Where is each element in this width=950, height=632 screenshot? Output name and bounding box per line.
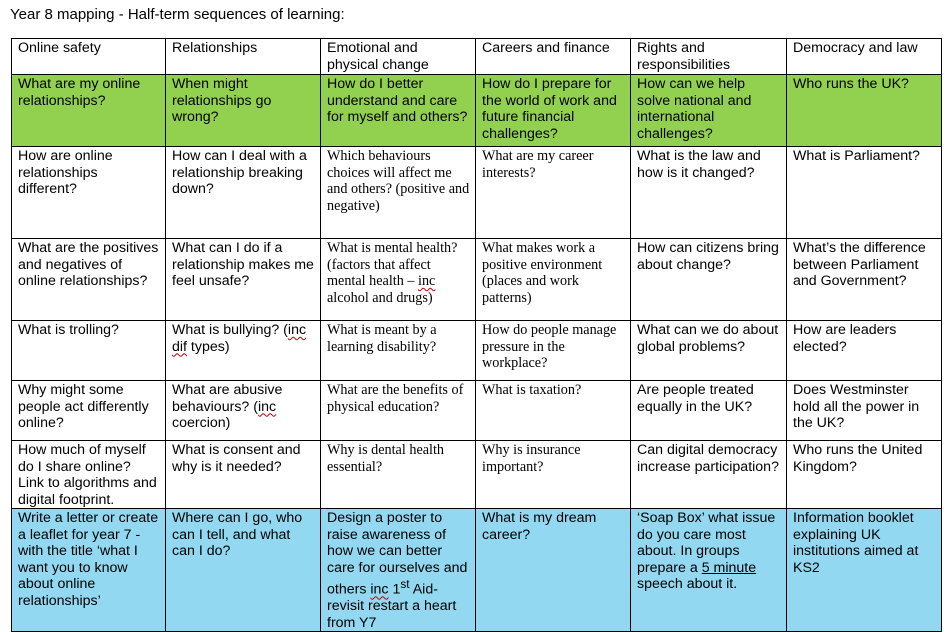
- table-row: [12, 321, 942, 381]
- header-row: [12, 39, 942, 75]
- table-cell: Why is dental health essential?: [321, 441, 476, 509]
- table-cell: How much of myself do I share online? Link to algorithms and digital footprint.: [12, 441, 166, 509]
- table-cell: What is trolling?: [12, 321, 166, 381]
- cell-text: 1: [392, 581, 401, 598]
- table-cell: Are people treated equally in the UK?: [631, 381, 787, 441]
- table-row: [12, 381, 942, 441]
- table-cell: What can I do if a relationship makes me feel unsafe?: [166, 239, 321, 321]
- table-cell: [166, 321, 321, 381]
- header-emotional-physical: Emotional and physical change: [321, 39, 476, 75]
- cell-text: Design a poster to raise awareness of how we can better care for ourselves and others: [327, 510, 468, 598]
- activity-cell: [321, 509, 476, 632]
- cell-text: alcohol and drugs): [327, 289, 433, 306]
- table-cell: How are leaders elected?: [787, 321, 942, 381]
- table-cell: Can digital democracy increase participation?: [631, 441, 787, 509]
- header-rights-responsibilities: Rights and responsibilities: [631, 39, 787, 75]
- table-cell: What is consent and why is it needed?: [166, 441, 321, 509]
- table-cell: What can we do about global problems?: [631, 321, 787, 381]
- table-cell: What is taxation?: [476, 381, 631, 441]
- table-row: [12, 147, 942, 239]
- header-online-safety: Online safety: [12, 39, 166, 75]
- table-cell: [166, 381, 321, 441]
- activity-cell: [631, 509, 787, 632]
- spelling-flag: inc: [418, 273, 436, 289]
- page-title: Year 8 mapping - Half-term sequences of learning:: [10, 6, 345, 23]
- table-cell: What is Parliament?: [787, 147, 942, 239]
- underlined-text: 5 minute: [701, 559, 757, 576]
- table-cell: What are the benefits of physical education?: [321, 381, 476, 441]
- table-cell: What are the positives and negatives of online relationships?: [12, 239, 166, 321]
- table-cell: [321, 239, 476, 321]
- key-question-cell: How can we help solve national and international challenges?: [631, 75, 787, 147]
- table-row: [12, 441, 942, 509]
- key-question-cell: Who runs the UK?: [787, 75, 942, 147]
- activity-cell: Write a letter or create a leaflet for year 7 - with the title ‘what I want you to know about online relationships’: [12, 509, 166, 632]
- activity-cell: Where can I go, who can I tell, and what can I do?: [166, 509, 321, 632]
- table-cell: Why is insurance important?: [476, 441, 631, 509]
- table-cell: What makes work a positive environment (places and work patterns): [476, 239, 631, 321]
- header-relationships: Relationships: [166, 39, 321, 75]
- cell-text: What is mental health? (factors that affect mental health –: [327, 240, 458, 289]
- learning-sequence-table: [11, 38, 942, 632]
- table-cell: What is meant by a learning disability?: [321, 321, 476, 381]
- cell-text: types): [186, 338, 230, 355]
- cell-text: speech about it.: [637, 576, 738, 592]
- table-cell: Which behaviours choices will affect me and others? (positive and negative): [321, 147, 476, 239]
- key-question-cell: How do I prepare for the world of work and future financial challenges?: [476, 75, 631, 147]
- key-question-row: [12, 75, 942, 147]
- cell-text: coercion): [172, 415, 231, 431]
- ordinal-suffix: st: [400, 577, 410, 591]
- key-question-cell: How do I better understand and care for myself and others?: [321, 75, 476, 147]
- activity-cell: Information booklet explaining UK institutions aimed at KS2: [787, 509, 942, 632]
- spelling-flag: dif: [172, 338, 187, 355]
- table-cell: Why might some people act differently online?: [12, 381, 166, 441]
- header-careers-finance: Careers and finance: [476, 39, 631, 75]
- key-question-cell: When might relationships go wrong?: [166, 75, 321, 147]
- key-question-cell: What are my online relationships?: [12, 75, 166, 147]
- spelling-flag: inc: [287, 322, 307, 338]
- activity-row: [12, 509, 942, 632]
- table-cell: How can citizens bring about change?: [631, 239, 787, 321]
- cell-text: ‘Soap Box’ what issue do you care most about. In groups prepare a: [637, 510, 776, 576]
- cell-text: What are abusive behaviours? (: [172, 382, 283, 415]
- activity-cell: What is my dream career?: [476, 509, 631, 632]
- table-cell: What is the law and how is it changed?: [631, 147, 787, 239]
- cell-text: What is bullying? (: [172, 322, 288, 338]
- table-cell: Who runs the United Kingdom?: [787, 441, 942, 509]
- table-cell: What’s the difference between Parliament and Government?: [787, 239, 942, 321]
- spelling-flag: inc: [257, 398, 277, 415]
- table-cell: How are online relationships different?: [12, 147, 166, 239]
- table-cell: How do people manage pressure in the workplace?: [476, 321, 631, 381]
- table-cell: What are my career interests?: [476, 147, 631, 239]
- table-cell: Does Westminster hold all the power in the UK?: [787, 381, 942, 441]
- table-cell: How can I deal with a relationship breaking down?: [166, 147, 321, 239]
- table-row: [12, 239, 942, 321]
- cell-text: Aid- revisit restart a heart from Y7: [327, 581, 457, 631]
- spelling-flag: inc: [370, 581, 389, 598]
- header-democracy-law: Democracy and law: [787, 39, 942, 75]
